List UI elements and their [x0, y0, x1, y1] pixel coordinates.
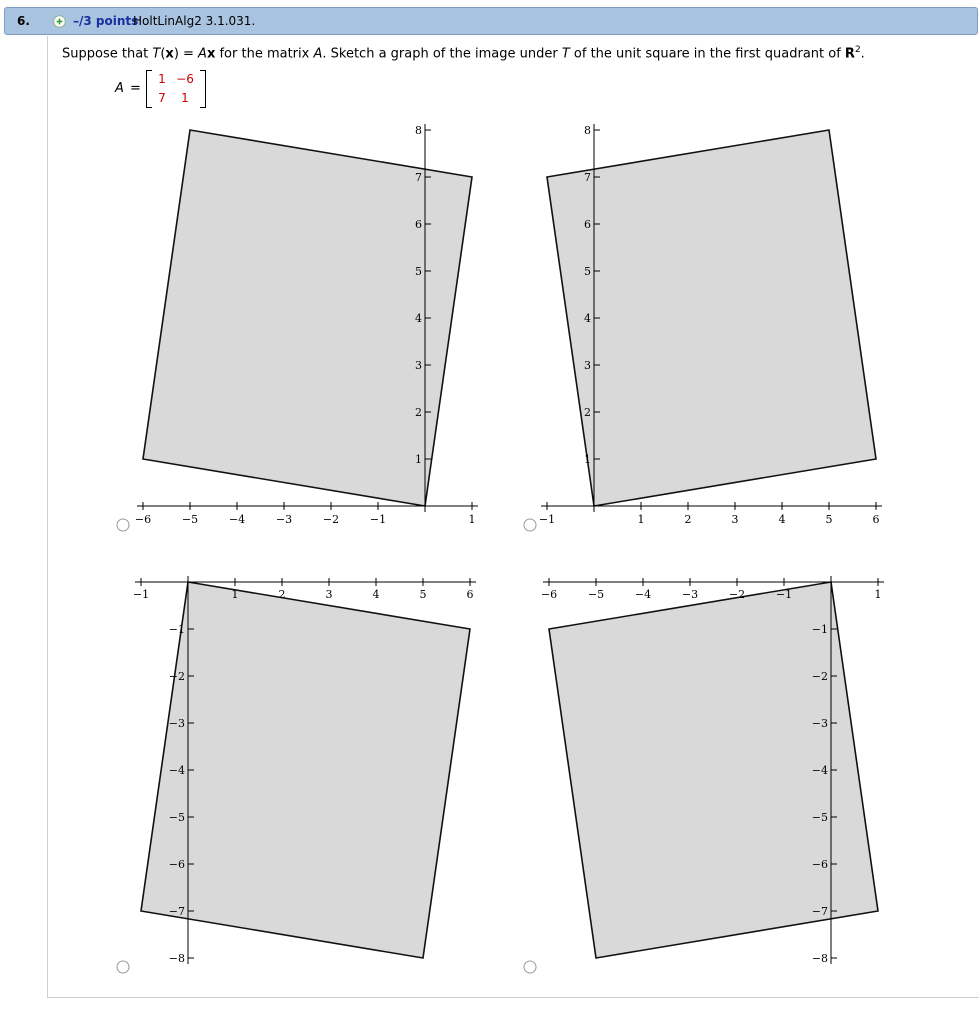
x-tick-label: −1	[369, 513, 387, 526]
x-tick-label: 1	[637, 513, 645, 526]
image-parallelogram-option-4	[549, 582, 878, 958]
y-tick-label: −6	[811, 858, 828, 871]
y-tick-label: 1	[584, 453, 591, 466]
x-tick-label: −6	[540, 588, 558, 601]
matrix-cell: 1	[181, 91, 189, 105]
y-tick-label: −2	[811, 670, 828, 683]
y-tick-label: −1	[811, 623, 828, 636]
x-tick-label: 3	[325, 588, 333, 601]
answer-radio-option-1[interactable]	[117, 519, 129, 531]
y-tick-label: 6	[415, 218, 422, 231]
y-tick-label: 7	[415, 171, 422, 184]
image-parallelogram-option-1	[143, 130, 472, 506]
x-tick-label: −5	[587, 588, 605, 601]
x-tick-label: 3	[731, 513, 739, 526]
x-tick-label: −1	[132, 588, 150, 601]
y-tick-label: −2	[168, 670, 185, 683]
answer-radio-option-3[interactable]	[117, 961, 129, 973]
y-tick-label: −5	[811, 811, 828, 824]
y-tick-label: 3	[584, 359, 591, 372]
matrix-cell: −6	[176, 72, 194, 86]
points-label: –/3 points	[73, 14, 139, 28]
y-tick-label: −1	[168, 623, 185, 636]
x-tick-label: −3	[681, 588, 699, 601]
x-tick-label: 6	[466, 588, 474, 601]
y-tick-label: 1	[415, 453, 422, 466]
y-tick-label: 8	[584, 124, 591, 137]
y-tick-label: 7	[584, 171, 591, 184]
x-tick-label: −4	[634, 588, 652, 601]
y-tick-label: −4	[168, 764, 185, 777]
x-tick-label: 1	[468, 513, 476, 526]
question-prompt: Suppose that T(x) = Ax for the matrix A. Sketch a graph of the image under T of the unit square in the first quadrant of $R^2$.	[62, 45, 865, 62]
y-tick-label: 6	[584, 218, 591, 231]
x-tick-label: −5	[181, 513, 199, 526]
x-tick-label: 5	[419, 588, 427, 601]
y-tick-label: −7	[811, 905, 828, 918]
x-tick-label: 1	[231, 588, 239, 601]
answer-radio-option-2[interactable]	[524, 519, 536, 531]
y-tick-label: −3	[168, 717, 185, 730]
x-tick-label: 5	[825, 513, 833, 526]
y-tick-label: −8	[811, 952, 828, 965]
matrix-cell: 1	[158, 72, 166, 86]
x-tick-label: 6	[872, 513, 880, 526]
x-tick-label: 4	[778, 513, 786, 526]
answer-radio-option-4[interactable]	[524, 961, 536, 973]
y-tick-label: 3	[415, 359, 422, 372]
matrix-equals: =	[130, 81, 141, 96]
x-tick-label: −3	[275, 513, 293, 526]
y-tick-label: 5	[415, 265, 422, 278]
x-tick-label: −1	[775, 588, 793, 601]
y-tick-label: −5	[168, 811, 185, 824]
x-tick-label: 2	[684, 513, 692, 526]
x-tick-label: −1	[538, 513, 556, 526]
question-number: 6.	[17, 14, 30, 28]
y-tick-label: 8	[415, 124, 422, 137]
x-tick-label: 1	[874, 588, 882, 601]
x-tick-label: −2	[322, 513, 340, 526]
y-tick-label: −8	[168, 952, 185, 965]
y-tick-label: 4	[415, 312, 422, 325]
x-tick-label: −6	[134, 513, 152, 526]
y-tick-label: 2	[415, 406, 422, 419]
y-tick-label: 4	[584, 312, 591, 325]
matrix-label: A	[115, 81, 124, 96]
y-tick-label: −3	[811, 717, 828, 730]
x-tick-label: 2	[278, 588, 286, 601]
question-source: HoltLinAlg2 3.1.031.	[133, 14, 256, 28]
x-tick-label: 4	[372, 588, 380, 601]
y-tick-label: 2	[584, 406, 591, 419]
x-tick-label: −2	[728, 588, 746, 601]
matrix-cell: 7	[158, 91, 166, 105]
x-tick-label: −4	[228, 513, 246, 526]
y-tick-label: 5	[584, 265, 591, 278]
y-tick-label: −7	[168, 905, 185, 918]
y-tick-label: −6	[168, 858, 185, 871]
y-tick-label: −4	[811, 764, 828, 777]
